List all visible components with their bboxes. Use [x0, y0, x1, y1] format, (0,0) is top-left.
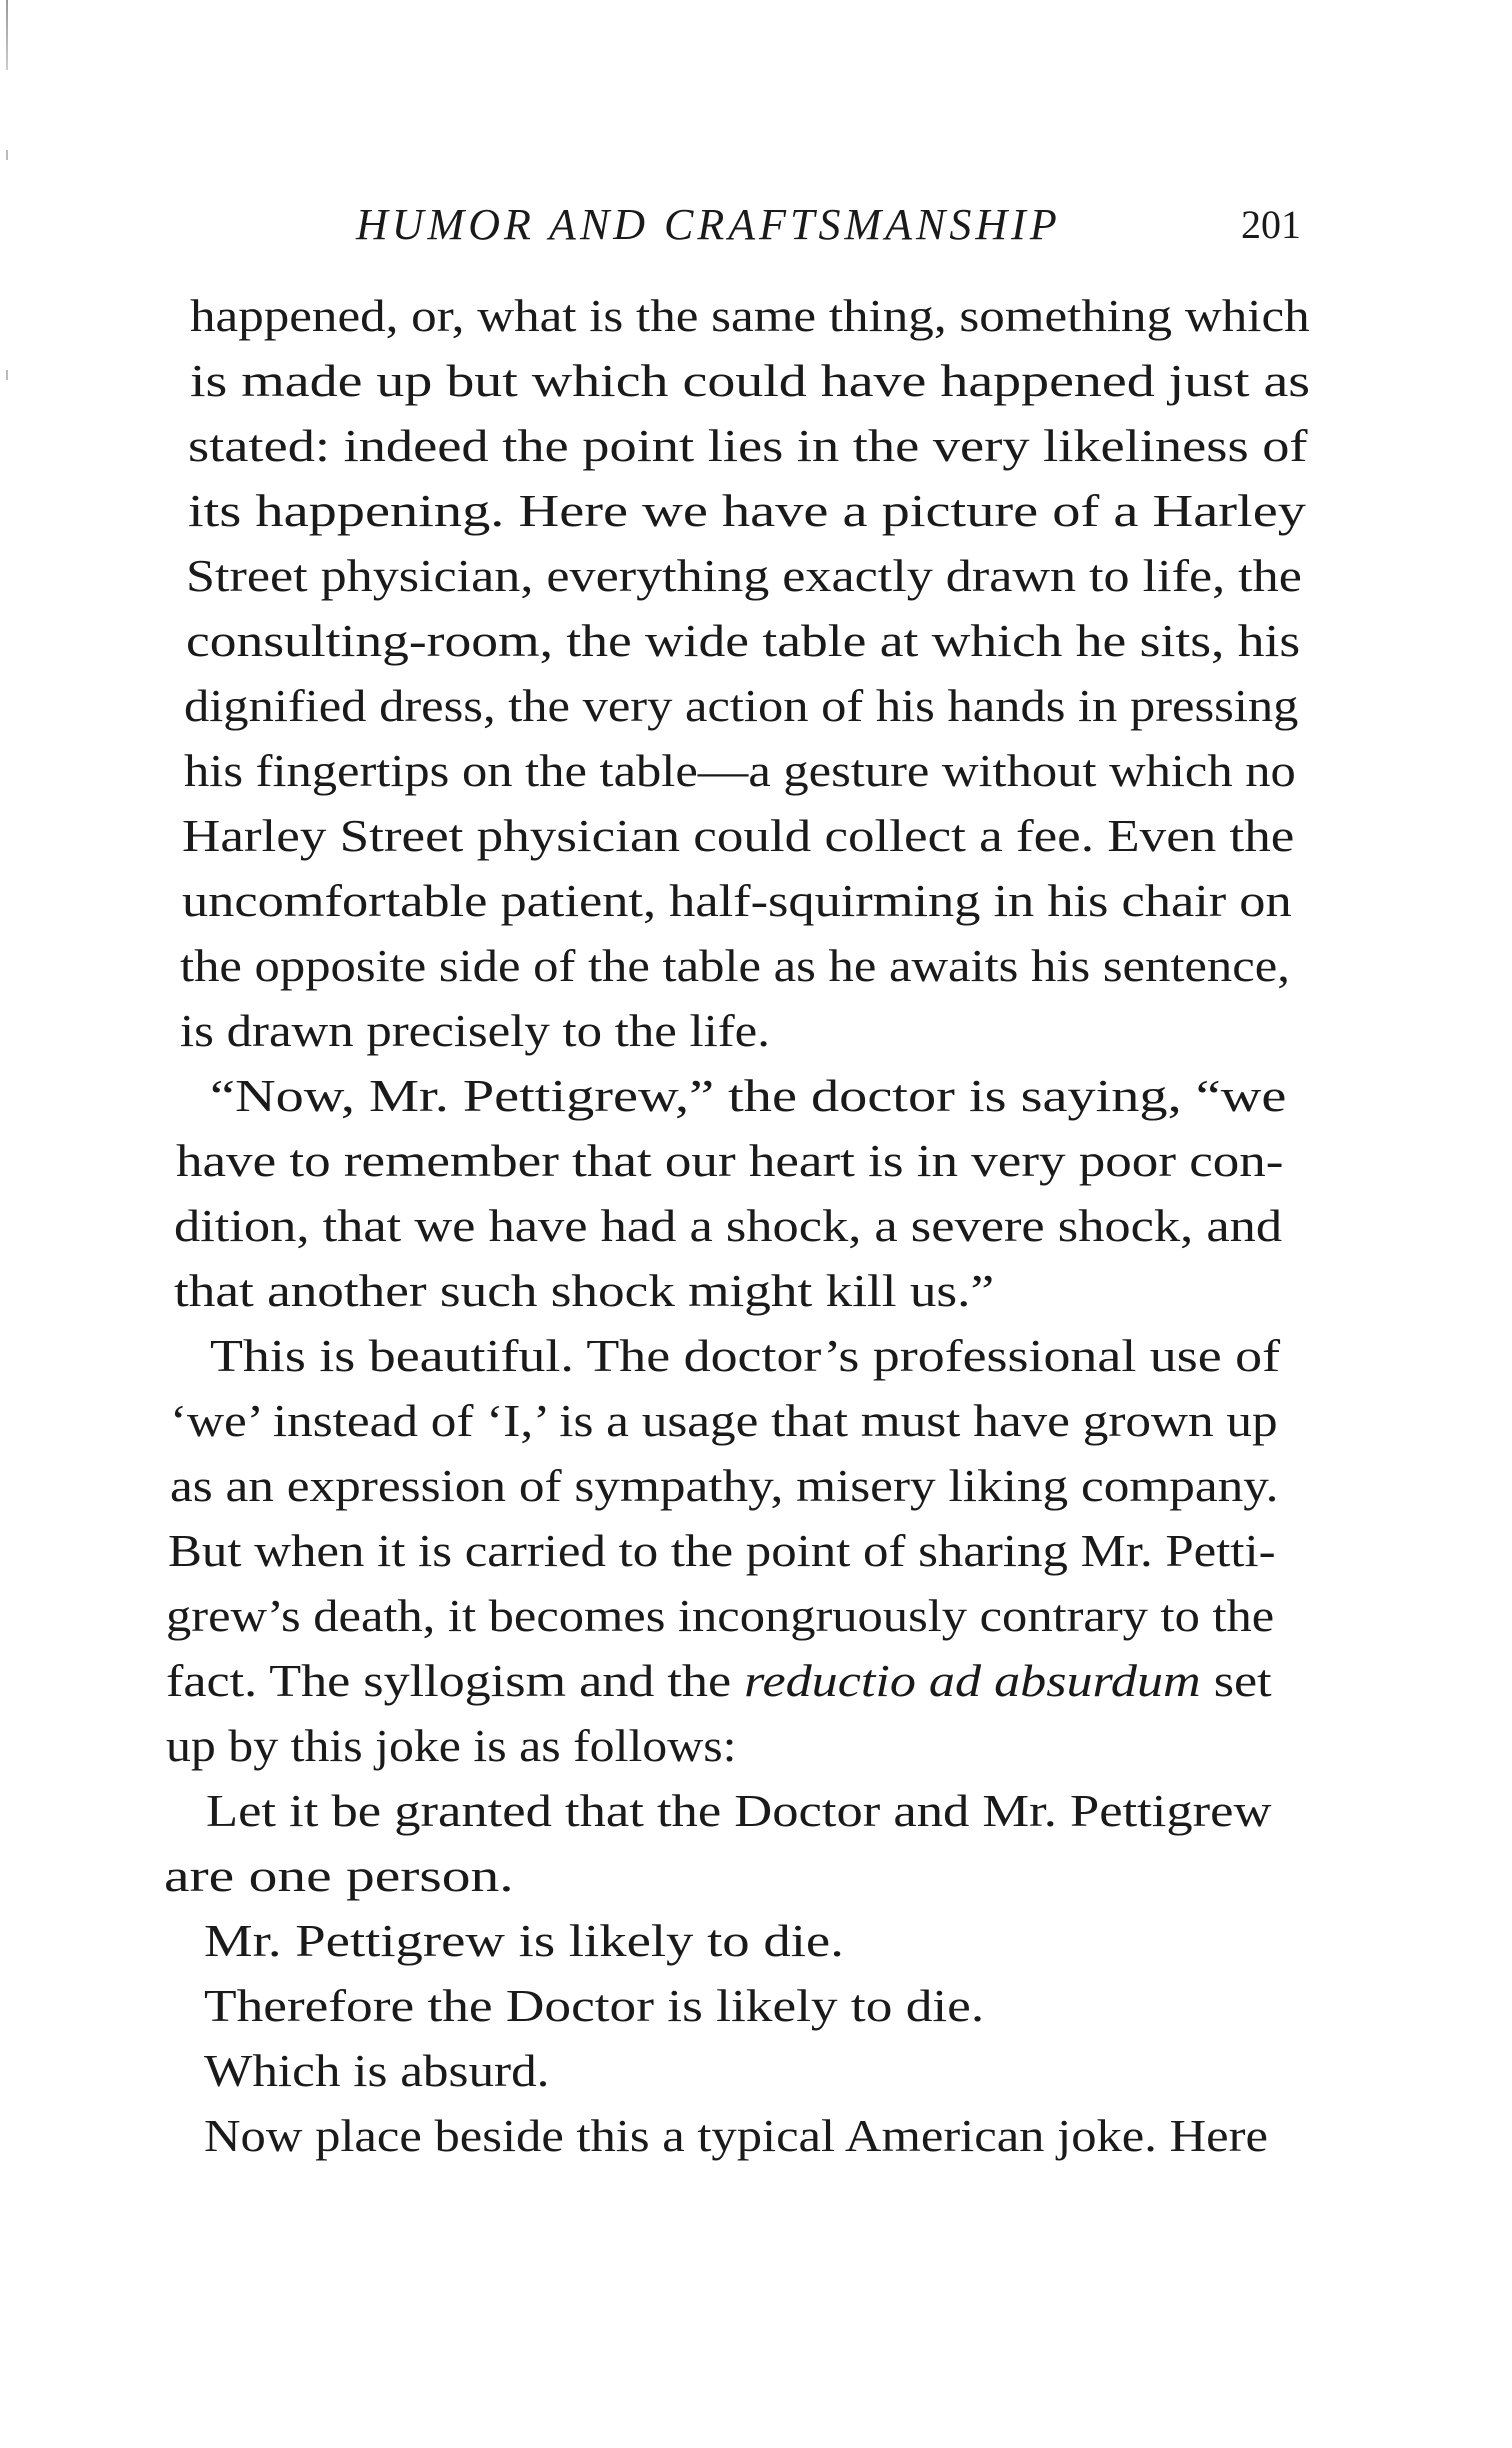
text-line: consulting-room, the wide table at which he sits, his [186, 615, 1301, 666]
italic-phrase: reductio ad absurdum [744, 1655, 1201, 1706]
text-line: Which is absurd. [204, 2045, 550, 2096]
text-line: Now place beside this a typical American joke. Here [204, 2110, 1268, 2161]
text-run: set [1200, 1655, 1272, 1706]
text-line: uncomfortable patient, half-squirming in his chair on [182, 875, 1292, 926]
text-line: grew’s death, it becomes incongruously contrary to the [166, 1590, 1275, 1641]
text-line: Mr. Pettigrew is likely to die. [204, 1915, 844, 1966]
text-line: his fingertips on the table—a gesture without which no [184, 745, 1296, 796]
text-line: But when it is carried to the point of sharing Mr. Petti- [168, 1525, 1276, 1576]
text-line: is made up but which could have happened just as [190, 355, 1311, 406]
text-line: up by this joke is as follows: [166, 1720, 737, 1771]
text-line: is drawn precisely to the life. [180, 1005, 770, 1056]
text-line [166, 1653, 1272, 1709]
text-line: “Now, Mr. Pettigrew,” the doctor is saying, “we [210, 1070, 1287, 1121]
text-line: its happening. Here we have a picture of a Harley [188, 485, 1306, 536]
text-line: Harley Street physician could collect a fee. Even the [182, 810, 1295, 861]
text-line: dignified dress, the very action of his hands in pressing [184, 680, 1299, 731]
text-run: fact. The syllogism and the [166, 1655, 745, 1706]
text-line: This is beautiful. The doctor’s professional use of [210, 1330, 1281, 1381]
text-line: happened, or, what is the same thing, something which [190, 290, 1310, 341]
text-line: ‘we’ instead of ‘I,’ is a usage that must have grown up [170, 1395, 1278, 1446]
text-line: Therefore the Doctor is likely to die. [204, 1980, 985, 2031]
page-number: 201 [1241, 202, 1301, 247]
text-line: Let it be granted that the Doctor and Mr. Pettigrew [206, 1785, 1272, 1836]
text-line: Street physician, everything exactly drawn to life, the [186, 550, 1302, 601]
text-line: dition, that we have had a shock, a severe shock, and [174, 1200, 1283, 1251]
text-line: are one person. [164, 1850, 514, 1901]
running-head: HUMOR AND CRAFTSMANSHIP [356, 200, 1061, 249]
text-line: stated: indeed the point lies in the very likeliness of [188, 420, 1308, 471]
text-line: that another such shock might kill us.” [174, 1265, 995, 1316]
text-line: the opposite side of the table as he awaits his sentence, [180, 940, 1290, 991]
text-line: as an expression of sympathy, misery liking company. [170, 1460, 1279, 1511]
text-line: have to remember that our heart is in very poor con- [176, 1135, 1284, 1186]
